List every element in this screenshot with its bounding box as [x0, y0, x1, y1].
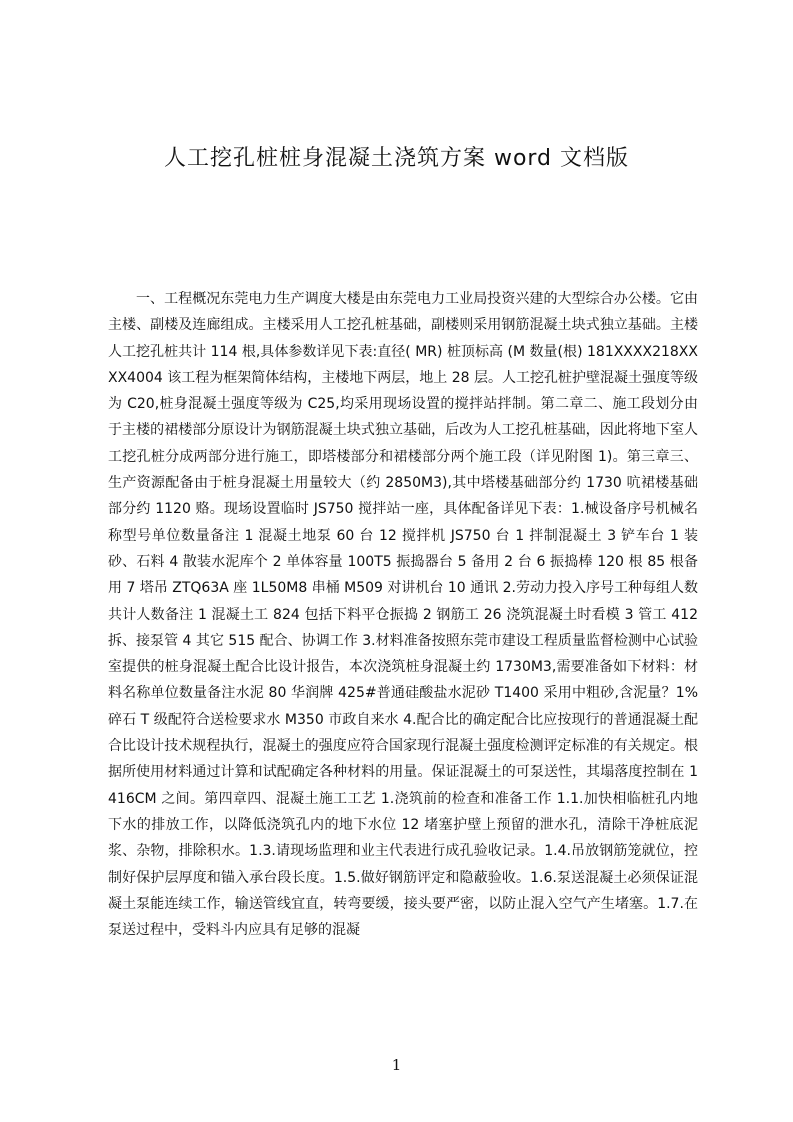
page-number: 1 [391, 1056, 402, 1074]
document-title: 人工挖孔桩桩身混凝土浇筑方案 word 文档版 [163, 146, 630, 171]
document-body-paragraph: 一、工程概况东莞电力生产调度大楼是由东莞电力工业局投资兴建的大型综合办公楼。它由主楼、副楼及连廊组成。主楼采用人工挖孔桩基础，副楼则采用钢筋混凝土块式独立基础。主楼人工挖孔桩共计 114 根,具体参数详见下表:直径( MR) 桩顶标高 (M 数量(根) 181XXXX218XXXX4004 该工程为框架简体结构，主楼地下两层，地上 28 层。人工挖孔桩护壁混凝土强度等级为 C20,桩身混凝土强度等级为 C25,均采用现场设置的搅拌站拌制。第二章二、施工段划分由于主楼的裙楼部分原设计为钢筋混凝土块式独立基础，后改为人工挖孔桩基础，因此将地下室人工挖孔桩分成两部分进行施工，即塔楼部分和裙楼部分两个施工段（详见附图 1)。第三章三、生产资源配备由于桩身混凝土用量较大（约 2850M3),其中塔楼基础部分约 1730 吭裙楼基础部分约 1120 赂。现场设置临时 JS750 搅拌站一座，具体配备详见下表：1.械设备序号机械名称型号单位数量备注 1 混凝土地泵 60 台 12 搅拌机 JS750 台 1 拌制混凝土 3 铲车台 1 装砂、石料 4 散装水泥库个 2 单体容量 100T5 振捣器台 5 备用 2 台 6 振捣棒 120 根 85 根备用 7 塔吊 ZTQ63A 座 1L50M8 串桶 M509 对讲机台 10 通讯 2.劳动力投入序号工种每组人数共计人数备注 1 混凝土工 824 包括下料平仓振捣 2 钢筋工 26 浇筑混凝土时看模 3 管工 412 拆、接泵管 4 其它 515 配合、协调工作 3.材料准备按照东莞市建设工程质量监督检测中心试验室提供的桩身混凝土配合比设计报告，本次浇筑桩身混凝土约 1730M3,需要准备如下材料：材料名称单位数量备注水泥 80 华润牌 425#普通硅酸盐水泥砂 T1400 采用中粗砂,含泥量？1%碎石 T 级配符合送检要求水 M350 市政自来水 4.配合比的确定配合比应按现行的普通混凝土配合比设计技术规程执行，混凝土的强度应符合国家现行混凝土强度检测评定标准的有关规定。根据所使用材料通过计算和试配确定各种材料的用量。保证混凝土的可泵送性，其塌落度控制在 1416CM 之间。第四章四、混凝土施工工艺 1.浇筑前的检查和准备工作 1.1.加快相临桩孔内地下水的排放工作，以降低浇筑孔内的地下水位 12 堵塞护壁上预留的泄水孔，清除干净桩底泥浆、杂物，排除积水。1.3.请现场监理和业主代表进行成孔验收记录。1.4.吊放钢筋笼就位，控制好保护层厚度和锚入承台段长度。1.5.做好钢筋评定和隐蔽验收。1.6.泵送混凝土必须保证混凝土泵能连续工作，输送管线宜直，转弯要缓，接头要严密，以防止混入空气产生堵塞。1.7.在泵送过程中，受料斗内应具有足够的混凝 [108, 291, 698, 939]
